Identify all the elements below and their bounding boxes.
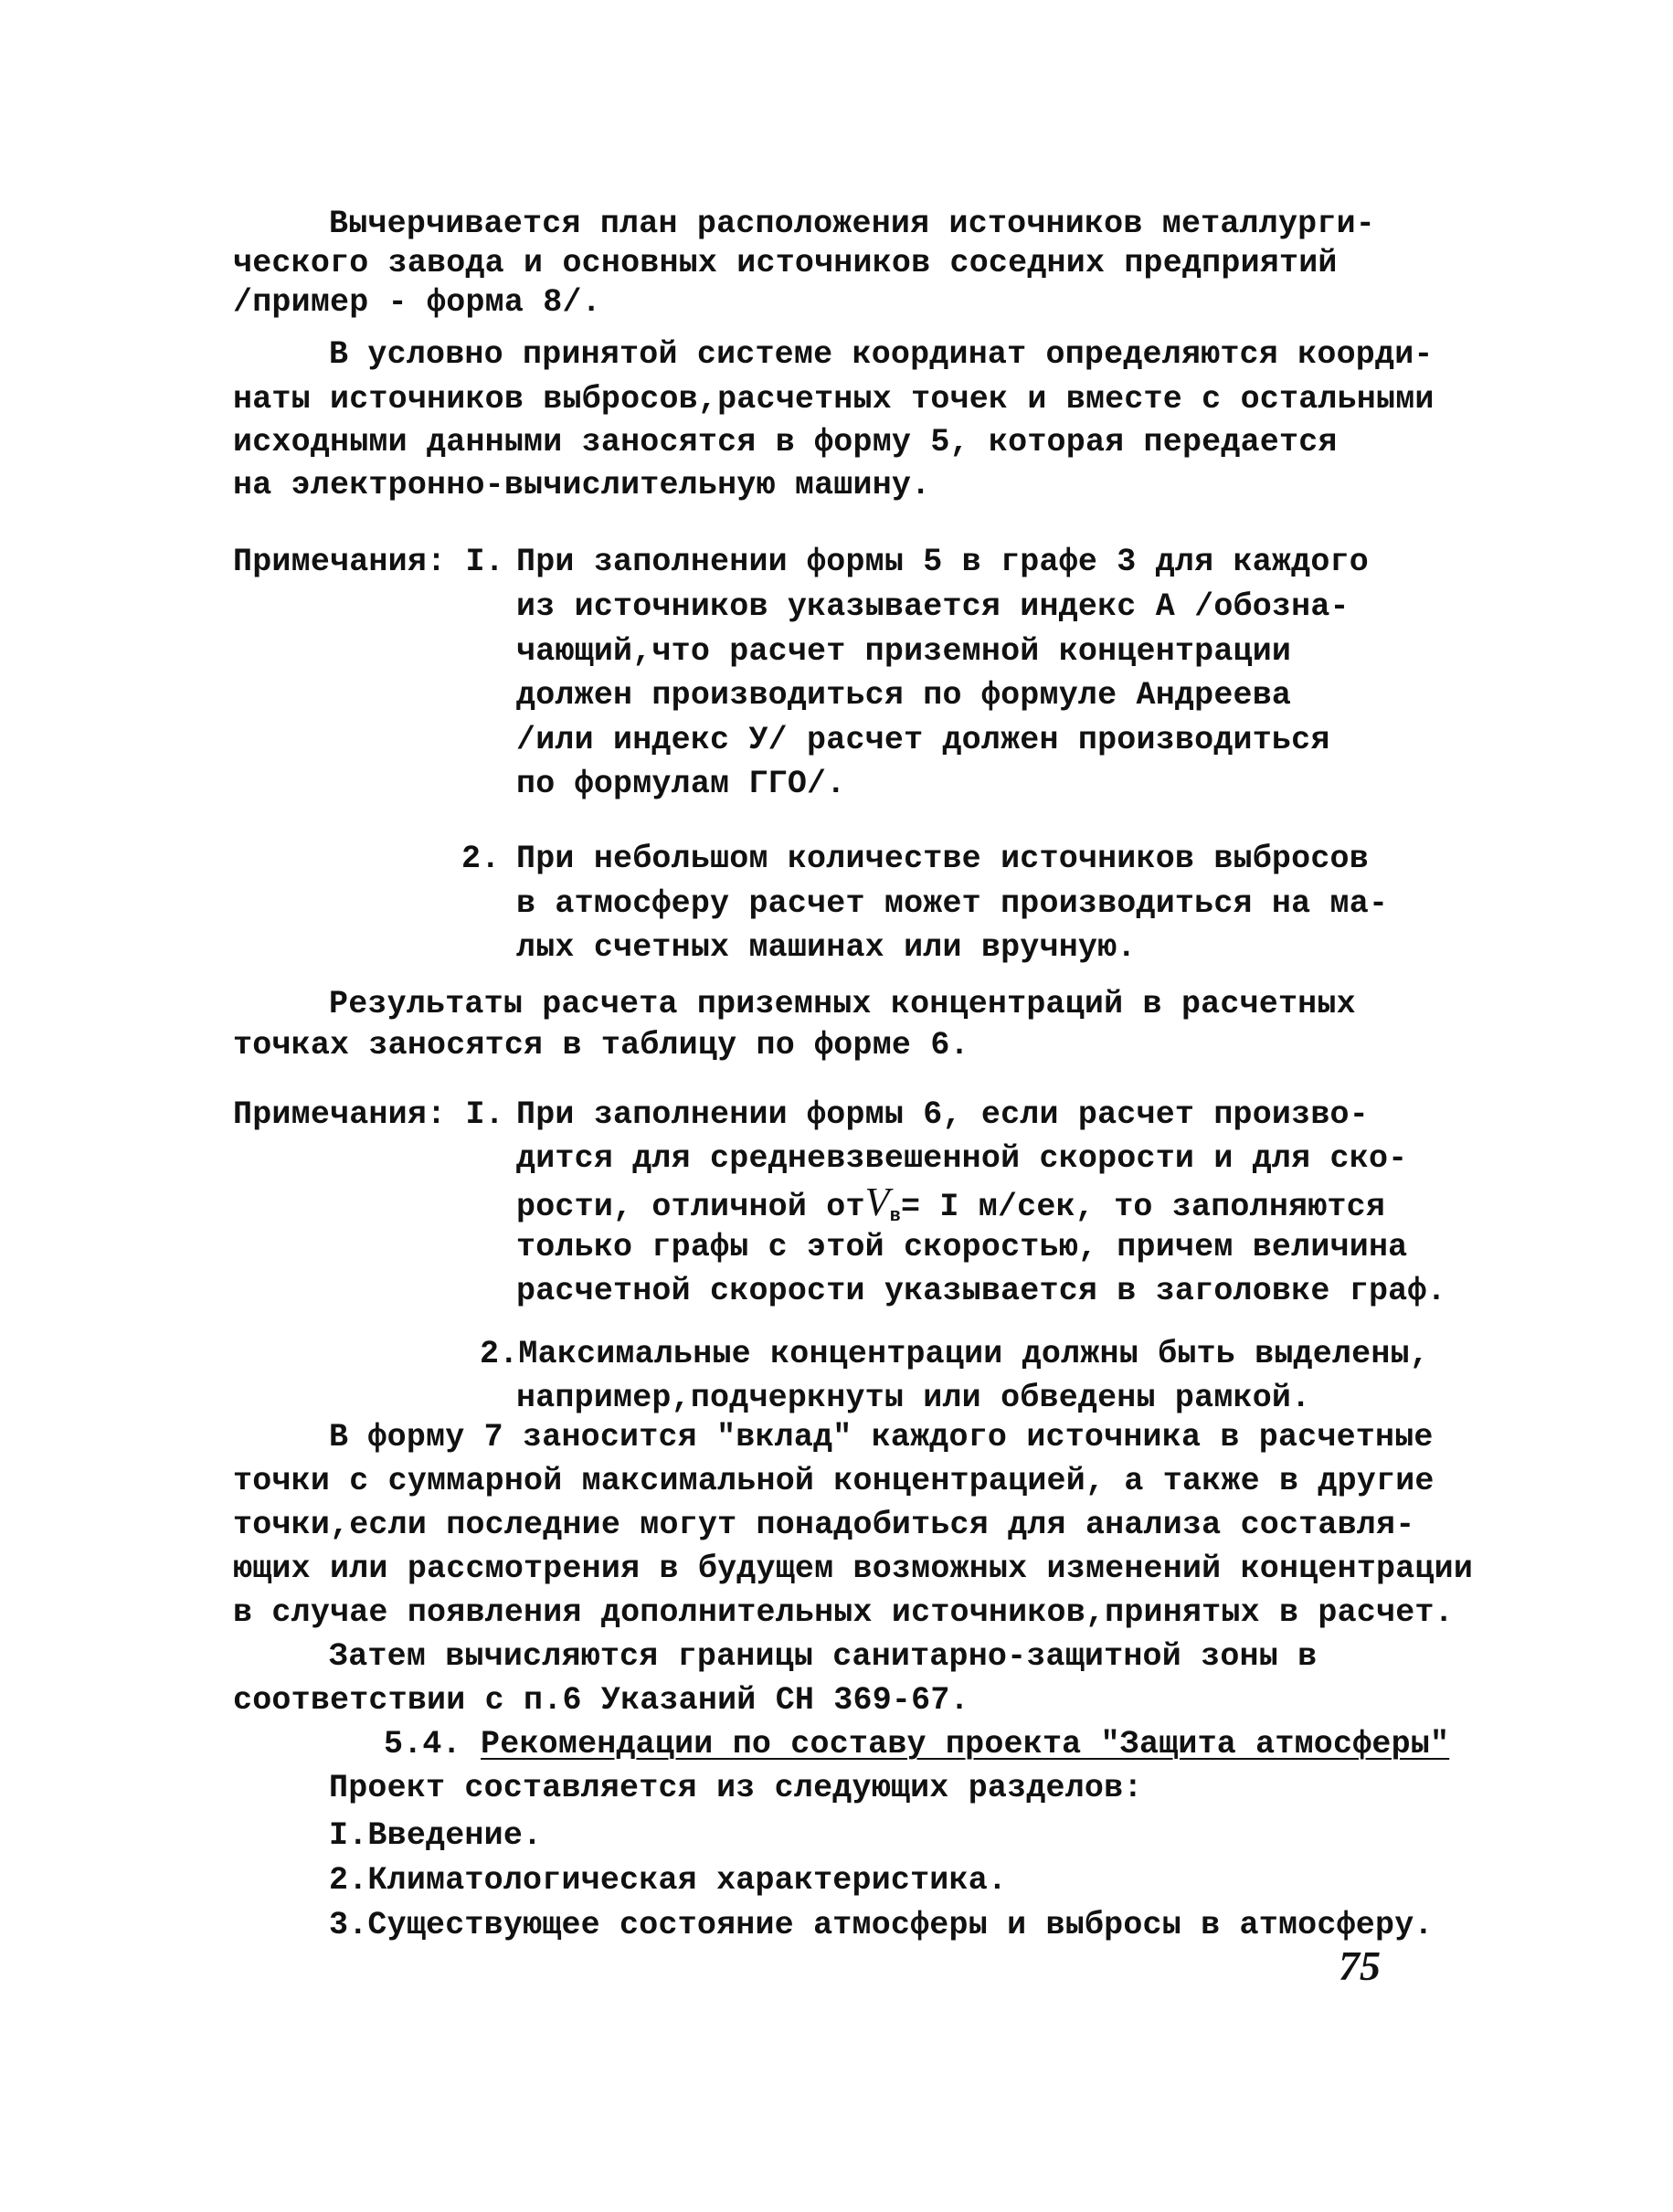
paragraph-4-line-5: в случае появления дополнительных источников,принятых в расчет. — [233, 1594, 1454, 1631]
notes-2-item-1-line-4: только графы с этой скоростью, причем величина — [516, 1229, 1408, 1265]
section-number: 5.4. — [384, 1726, 461, 1762]
paragraph-2-line-1: В условно принятой системе координат определяются коорди- — [329, 336, 1434, 373]
notes-1-item-2-line-3: лых счетных машинах или вручную. — [516, 929, 1137, 966]
notes-1-item-1-line-4: должен производиться по формуле Андреева — [516, 677, 1292, 714]
notes-1-item-2-number: 2. — [461, 841, 501, 877]
velocity-subscript: в — [889, 1206, 901, 1227]
list-item-3: 3.Существующее состояние атмосферы и выбросы в атмосферу. — [329, 1907, 1434, 1943]
notes-2-item-1-line-2: дится для средневзвешенной скорости и для ско- — [516, 1140, 1408, 1177]
paragraph-3-line-1: Результаты расчета приземных концентраций в расчетных — [329, 986, 1356, 1022]
list-item-2: 2.Климатологическая характеристика. — [329, 1862, 1008, 1899]
notes-1-heading: Примечания: I. — [233, 544, 504, 580]
paragraph-2-line-2: наты источников выбросов,расчетных точек и вместе с остальными — [233, 381, 1435, 418]
paragraph-4-line-1: В форму 7 заносится "вклад" каждого источника в расчетные — [329, 1419, 1434, 1455]
notes-1-item-1-line-3: чающий,что расчет приземной концентрации — [516, 633, 1292, 670]
section-heading — [384, 1722, 1449, 1766]
paragraph-6: Проект составляется из следующих разделов: — [329, 1770, 1143, 1806]
section-title: Рекомендации по составу проекта "Защита атмосферы" — [481, 1726, 1450, 1762]
paragraph-4-line-2: точки с суммарной максимальной концентрацией, а также в другие — [233, 1463, 1435, 1499]
notes-2-item-1-line-3-before: рости, отличной от — [516, 1189, 865, 1225]
notes-1-item-1-line-1: При заполнении формы 5 в графе 3 для каждого — [516, 544, 1369, 580]
paragraph-1-line-3: /пример - форма 8/. — [233, 284, 601, 321]
paragraph-5-line-2: соответствии с п.6 Указаний СН 369-67. — [233, 1682, 969, 1719]
notes-1-item-1-line-2: из источников указывается индекс А /обозна- — [516, 588, 1350, 625]
notes-1-item-1-line-6: по формулам ГГО/. — [516, 766, 846, 802]
notes-2-item-1-line-3-after: = I м/сек, то заполняются — [900, 1189, 1386, 1225]
notes-1-item-2-line-1: При небольшом количестве источников выбросов — [516, 841, 1369, 877]
list-item-1: I.Введение. — [329, 1817, 543, 1854]
paragraph-2-line-4: на электронно-вычислительную машину. — [233, 467, 931, 503]
paragraph-2-line-3: исходными данными заносятся в форму 5, которая передается — [233, 424, 1338, 460]
paragraph-1-line-1: Вычерчивается план расположения источников металлурги- — [329, 206, 1375, 242]
notes-2-item-1-line-1: При заполнении формы 6, если расчет произво- — [516, 1096, 1369, 1133]
notes-1-item-1-line-5: /или индекс У/ расчет должен производиться — [516, 722, 1330, 758]
page-number: 75 — [1339, 1942, 1381, 1989]
notes-2-item-2-line-1: 2.Максимальные концентрации должны быть выделены, — [480, 1336, 1429, 1372]
paragraph-5-line-1: Затем вычисляются границы санитарно-защитной зоны в — [329, 1638, 1318, 1675]
paragraph-4-line-3: точки,если последние могут понадобиться для анализа составля- — [233, 1507, 1415, 1543]
notes-1-item-2-line-2: в атмосферу расчет может производиться на ма- — [516, 885, 1389, 922]
paragraph-4-line-4: ющих или рассмотрения в будущем возможных изменений концентрации — [233, 1551, 1474, 1587]
paragraph-3-line-2: точках заносятся в таблицу по форме 6. — [233, 1027, 969, 1064]
paragraph-1-line-2: ческого завода и основных источников соседних предприятий — [233, 245, 1338, 281]
velocity-symbol: V — [864, 1180, 890, 1224]
notes-2-item-1-line-5: расчетной скорости указывается в заголовке граф. — [516, 1273, 1446, 1309]
notes-2-heading: Примечания: I. — [233, 1096, 504, 1133]
notes-2-item-2-line-2: например,подчеркнуты или обведены рамкой. — [516, 1380, 1311, 1416]
